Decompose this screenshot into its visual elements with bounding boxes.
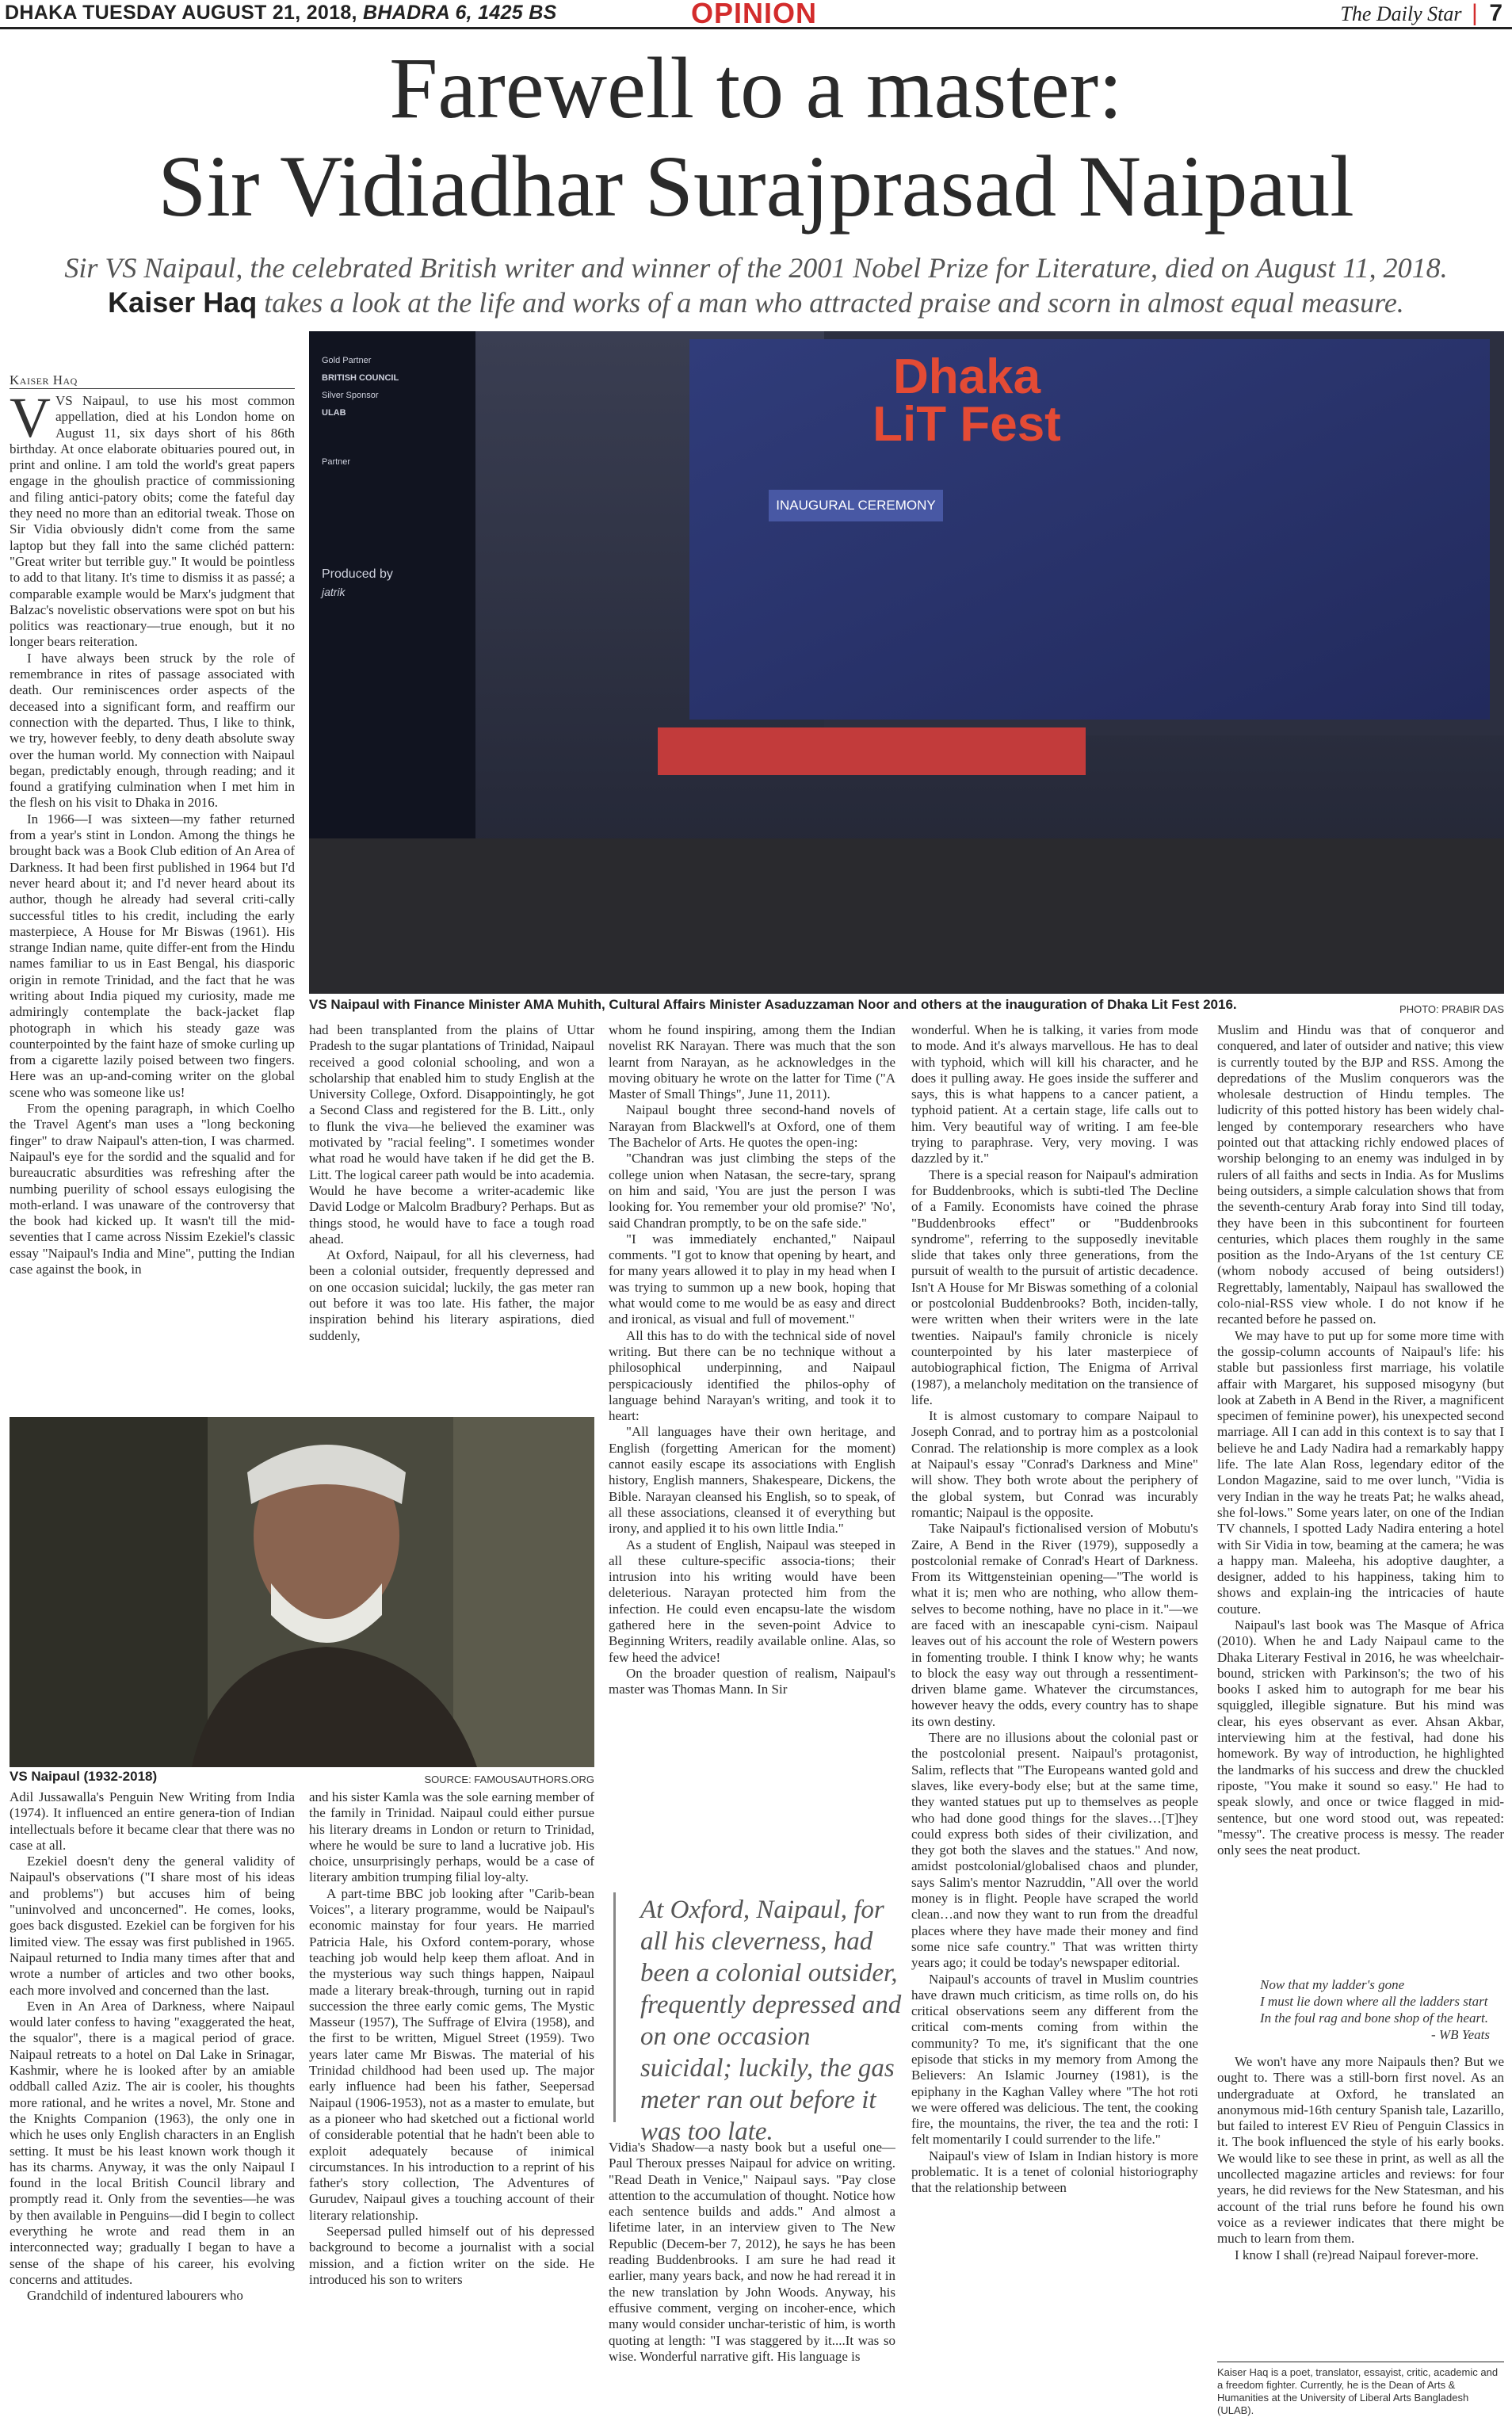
block-quote: "Chandran was just climbing the steps of the college union when Natasan, the secre-tary, sprang on him and said, 'You are just the person I was looking for. You remember your old promise?' 'No', said Chandran promptly, to be on the safe side.": [609, 1151, 895, 1231]
main-photo-credit: PHOTO: PRABIR DAS: [1399, 1003, 1504, 1015]
paragraph: Take Naipaul's fictionalised version of Mobutu's Zaire, A Bend in the River (1979), supposedly a postcolonial remake of Conrad's Heart of Darkness. From its Wittgensteinian opening—"The world is what it is; men who are nothing, who allow them-selves to become nothing, have no place in it."—we are faced with an inescapable cyni-cism. Naipaul leaves out of his account the role of Western powers in fomenting trouble. I think I know why; he wants to block the easy way out through a ressentiment-driven blame game. Whatever the circumstances, however heavy the odds, every country has to shape its own destiny.: [911, 1521, 1198, 1729]
paragraph: whom he found inspiring, among them the Indian novelist RK Narayan. There was much that the son learnt from Narayan, as he acknowledges in the moving obituary he wrote on the latter for Time ("A Master of Small Things", June 11, 2011).: [609, 1022, 895, 1102]
column-3-top: [609, 1022, 895, 1902]
paragraph: It is almost customary to compare Naipaul to Joseph Conrad, and to portray him as a postcolonial Conrad. The relationship is more complex as a look at Naipaul's essay "Conrad's Darkness and Mine" will show. They both wrote about the periphery of the global system, but Conrad was incurably romantic; Naipaul is the opposite.: [911, 1408, 1198, 1520]
headline-line-1: Farewell to a master:: [389, 40, 1123, 136]
sponsor-line: ULAB: [322, 408, 346, 418]
paragraph: A part-time BBC job looking after "Carib-bean Voices", a literary programme, would be Naipaul's economic mainstay for four years. He married Patricia Hale, his Oxford contem-porary, whose teaching job would help keep them afloat. And in the mysterious way such things happen, Naipaul made a literary break-through, turning out in rapid succession the three early comic gems, The Mystic Masseur (1957), The Suffrage of Elvira (1958), and the first to be written, Miguel Street (1959). Two years later came Mr Biswas. The material of his Trinidad childhood had been used up. The major early influence had been his father, Seepersad Naipaul (1906-1953), not as a master to emulate, but as a pioneer who had sketched out a fictional world of considerable potential that he hadn't been able to exploit adequately because of inimical circumstances. In his introduction to a reprint of his father's story collection, The Adventures of Gurudev, Naipaul gives a touching account of their literary relationship.: [309, 1885, 594, 2223]
portrait-caption: VS Naipaul (1932-2018): [10, 1769, 158, 1784]
byline-rule: [10, 388, 295, 389]
column-3-bottom: [609, 2140, 895, 2411]
paper-logo: The Daily Star: [1340, 2, 1462, 25]
column-2-top: [309, 1022, 594, 1395]
paper-name-block: [1340, 0, 1502, 27]
paragraph: Muslim and Hindu was that of conqueror and conquered, and later of outsider and native; this view is currently touted by the BJP and RSS. Among the depredations of the Muslim conquerors was the wholesale destruction of Hindu temples. The ludicrity of this potted history has been widely chal-lenged by contemporary researchers who have pointed out that attacking richly endowed places of worship belonging to an enemy was indulged in by rulers of all faiths and sects in India. As for Muslims being outsiders, a simple calculation shows that from the seventh-century Arab foray into Sind till today, they have been in this subcontinent for fourteen centuries, which places them roughly in the same position as the Indo-Aryans of the 1st century CE (whom nobody accused of being outsiders!) Regrettably, lamentably, Naipaul has swallowed the colo-nial-RSS view whole. I do not know if he recanted before he passed on.: [1217, 1022, 1504, 1327]
paragraph: Even in An Area of Darkness, where Naipaul would later confess to having "exaggerated the heat, the squalor", there is a magical period of grace. Naipaul retreats to a hotel on Dal Lake in Srinagar, Kashmir, where he is looked after by an amiable oddball called Aziz. The air is cooler, his thoughts more rational, and he writes a novel, Mr. Stone and the Knights Companion (1963), the only one in which he uses only English characters in an English setting. It must be his least known work though it has its charms. Anyway, it was the only Naipaul I found in the local British Council library and promptly read it. Only from the seventies—he was by then available in Penguins—did I begin to collect everything he wrote and read them in an interconnected way; gradually I began to have a sense of the shape of his career, his evolving concerns and attitudes.: [10, 1998, 295, 2287]
paragraph: wonderful. When he is talking, it varies from mode to mode. And it's always marvellous. He has to deal with typhoid, which will kill his character, and he does it pulling away. He goes inside the sufferer and says, this is what happens to a cancer patient, a typhoid patient. At a certain stage, life calls out to him. Very beautiful way of writing. I am fee-ble trying to paraphrase. Very, very moving. I was dazzled by it.": [911, 1022, 1198, 1166]
sponsor-line: Produced by: [322, 567, 393, 581]
block-quote: "All languages have their own heritage, and English (forgetting American for the moment) cannot easily escape its associations with English history, English manners, Shakespeare, Dickens, the Bible. Narayan cleansed his English, so to speak, of all these associations, cleansed it of everything but irony, and applied it to his own little India.": [609, 1424, 895, 1537]
column-4: [911, 1022, 1198, 2411]
standfirst-author: Kaiser Haq: [108, 286, 258, 319]
screen-subtitle: INAUGURAL CEREMONY: [769, 490, 943, 521]
dateline-date: DHAKA TUESDAY AUGUST 21, 2018,: [5, 2, 357, 24]
portrait-credit: SOURCE: FAMOUSAUTHORS.ORG: [424, 1774, 594, 1785]
paragraph: I know I shall (re)read Naipaul forever-more.: [1235, 2247, 1479, 2262]
divider: |: [1472, 0, 1478, 26]
column-2-bottom: [309, 1789, 594, 2411]
sponsor-line: Partner: [322, 457, 351, 467]
paragraph: On the broader question of realism, Naipaul's master was Thomas Mann. In Sir: [609, 1665, 895, 1697]
paragraph: There is a special reason for Naipaul's admiration for Buddenbrooks, which is subti-tled The Decline of a Family. Economists have coined the phrase "Buddenbrooks effect" or "Buddenbrooks syndrome", referring to the supposedly inevitable slide that takes only three generations, from the pursuit of wealth to the pursuit of artistic decadence. Isn't A House for Mr Biswas something of a colonial or postcolonial Buddenbrooks? Both, inciden-tally, were written when their writers were in the late twenties. Naipaul's family chronicle is nicely counterpointed by his later masterpiece of autobiographical fiction, The Enigma of Arrival (1987), a melancholy meditation on the transience of life.: [911, 1166, 1198, 1407]
paragraph: "I was immediately enchanted," Naipaul comments. "I got to know that opening by heart, and for many years allowed it to play in my head when I was trying to summon up a new book, hoping that what would come to me would be as easy and direct and ironical, as visual and full of movement.": [609, 1231, 895, 1327]
paragraph: We may have to put up for some more time with the gossip-column accounts of Naipaul's life: his stable but passionless first marriage, his volatile affair with Margaret, his supposed misogyny (but look at Zabeth in A Bend in the River, a magnificent specimen of feminine power), his unexpected second marriage. All I can add in this context is to say that I believe he and Lady Nadira had a remarkably happy life. The late Alan Ross, legendary editor of the London Magazine, said to me over lunch, "Vidia is very Indian in the way he treats Pat; he walks ahead, she fol-lows." Some years later, on one of the Indian TV channels, I spotted Lady Nadira entering a hotel with Sir Vidia in tow, beaming at the camera; he was a happy man. Maleeha, his adoptive daughter, a designer, added to his happiness, taking him to shows and explain-ing the intricacies of haute couture.: [1217, 1327, 1504, 1617]
sponsor-line: jatrik: [322, 586, 346, 598]
paragraph: Grandchild of indentured labourers who: [27, 2288, 243, 2304]
main-photo-caption: VS Naipaul with Finance Minister AMA Muhith, Cultural Affairs Minister Asaduzzaman Noor and others at the inauguration of Dhaka Lit Fest 2016.: [309, 997, 1237, 1012]
paragraph: From the opening paragraph, in which Coelho the Travel Agent's man uses a "long beckoning finger" to draw Naipaul's atten-tion, I was charmed. Naipaul's eye for the sordid and the squalid and for bureaucratic absurdities was refreshing after the numbing puerility of school essays eulogising the moth-erland. I was unaware of the controversy that the book had kicked up. It wasn't till the mid-seventies that I came across Nissim Ezekiel's classic essay "Naipaul's India and Mine", putting the Indian case against the book, in: [10, 1101, 295, 1277]
festival-logo: [848, 349, 1086, 452]
column-1-bottom: [10, 1789, 295, 2411]
pull-quote-rule: [613, 1892, 616, 2122]
column-5: [1217, 1022, 1504, 1973]
festival-logo-line-1: Dhaka: [892, 349, 1041, 404]
headline-line-2: Sir Vidiadhar Surajprasad Naipaul: [158, 138, 1354, 235]
verse-line: In the foul rag and bone shop of the heart.: [1260, 2010, 1489, 2026]
standfirst-line-1: Sir VS Naipaul, the celebrated British writer and winner of the 2001 Nobel Prize for Literature, died on August 11, 2018.: [64, 252, 1448, 284]
paragraph: In 1966—I was sixteen—my father returned from a year's stint in London. Among the things he brought back was a Book Club edition of An Area of Darkness. It had been first published in 1964 but I'd never heard about it; and I'd never heard about its author, though he already had several criti-cally successful titles to his credit, including the early masterpiece, A House for Mr Biswas (1961). His strange Indian name, quite differ-ent from the Hindu names familiar to us in East Bengal, his diasporic origin in remote Trinidad, and the fact that he was writing about India piqued my curiosity, made me admiringly contemplate the back-jacket flap photograph in which his steady gaze was counterpointed by the faint haze of smoke curling up from a cigarette lazily poised between two fingers. Here was an up-and-coming writer on the global scene who was someone like us!: [10, 811, 295, 1100]
sponsor-line: BRITISH COUNCIL: [322, 373, 399, 383]
pull-quote: At Oxford, Naipaul, for all his cleverness, had been a colonial outsider, frequently depressed and on one occasion suicidal; luckily, the gas meter ran out before it was too late.: [640, 1896, 902, 2146]
verse-line: I must lie down where all the ladders start: [1260, 1994, 1488, 2009]
paragraph: and his sister Kamla was the sole earning member of the family in Trinidad. Naipaul could either pursue his literary dreams in London or return to Trinidad, where he would be sure to land a lucrative job. His choice, unsurprisingly perhaps, would be a case of literary ambition trumping filial loy-alty.: [309, 1789, 594, 1885]
paragraph: At Oxford, Naipaul, for all his cleverness, had been a colonial outsider, frequently depressed and on one occasion suicidal; luckily, the gas meter ran out before it was too late. His father, the major inspiration behind his literary aspirations, died suddenly,: [309, 1247, 594, 1343]
verse-line: Now that my ladder's gone: [1260, 1977, 1405, 1992]
page-number: 7: [1489, 0, 1502, 26]
sponsor-line: Gold Partner: [322, 356, 372, 365]
byline: Kaiser Haq: [10, 372, 78, 388]
dateline: [5, 2, 557, 25]
column-5-end: [1217, 2054, 1504, 2360]
paragraph: Naipaul's view of Islam in Indian history is more problematic. It is a tenet of colonial historiography that the relationship between: [911, 2148, 1198, 2196]
portrait-illustration: [10, 1417, 594, 1767]
paragraph: Naipaul's last book was The Masque of Africa (2010). When he and Lady Naipaul came to the Dhaka Literary Festival in 2016, he was wheelchair-bound, stricken with Parkinson's; the two of his books I asked him to autograph for me bear his squiggled, illegible signature. But his mind was clear, his eyes observant as ever. Ahsan Akbar, interviewing him at the festival, had done his homework. By way of introduction, he highlighted the landmarks of his success and drew the chuckled riposte, "You make it sound so easy." He had to speak slowly, and once or twice flagged in mid-sentence, but one word stood out, was repeated: "messy". The creative process is messy. The reader only sees the neat product.: [1217, 1617, 1504, 1858]
sponsor-panel: [322, 352, 399, 601]
author-bio: Kaiser Haq is a poet, translator, essayist, critic, academic and a freedom fighter. Currently, he is the Dean of Arts & Humanities at the University of Liberal Arts Bangladesh (ULAB).: [1217, 2366, 1499, 2416]
paragraph: VVS Naipaul, to use his most common appellation, died at his London home on August 11, six days short of his 86th birthday. At once elaborate obituaries poured out, in print and online. I am told the world's great papers engage in the ghoulish practice of commissioning and filing antici-patory obits; come the fateful day they need no more than an editorial tweak. Those on Sir Vidia obviously didn't come from the same laptop but they fall into the same clichéd pattern: "Great writer but terrible guy." It would be pointless to add to that litany. It's time to dismiss it as passé; a comparable example would be Marx's judgment that Balzac's novelistic observations were spot on but his politics was reactionary—true enough, but it no longer bears reiteration.: [10, 393, 295, 650]
paragraph: Seepersad pulled himself out of his depressed background to become a journalist with a social mission, and a fiction writer on the side. He introduced his son to writers: [309, 2224, 594, 2287]
paragraph: There are no illusions about the colonial past or the postcolonial present. Naipaul's protagonist, Salim, reflects that "The Europeans wanted gold and slaves, like every-body else; but at the same time, they wanted statues put up to themselves as people who had done good things for the slaves…[T]hey could express both sides of their civilization, and they got both the slaves and the statues." And now, amidst postcolonial/globalised chaos and plunder, says Salim's mentor Nazruddin, "All over the world money is in flight. People have scraped the world clean…and now they want to run from the dreadful places where they have made their money and find some nice safe country." That was written thirty years ago; it could be today's newspaper editorial.: [911, 1730, 1198, 1971]
verse-quote: [1260, 1976, 1498, 2043]
dateline-bengali-date: BHADRA 6, 1425 BS: [363, 2, 557, 24]
paragraph: Ezekiel doesn't deny the general validity of Naipaul's observations ("I share most of his ideas and problems") but accuses him of being "uninvolved and unconcerned". He comes, looks, goes back disgusted. Ezekiel can be forgiven for his limited view. The essay was first published in 1965. Naipaul returned to India many times after that and wrote a number of articles and two other books, each more involved and concerned than the last.: [10, 1854, 295, 1998]
paragraph: As a student of English, Naipaul was steeped in all these culture-specific associa-tions; their intrusion into his writing would have been deleterious. Narayan protected him from the infection. He could even encapsu-late the wisdom gathered here in the seven-point Advice to Beginning Writers, readily available online. Alas, so few heed the advice!: [609, 1537, 895, 1665]
portrait-photo: [10, 1417, 594, 1767]
column-1-top: [10, 393, 295, 1392]
paragraph: All this has to do with the technical side of novel writing. But there can be no technique without a philosophical underpinning, and Naipaul perspicaciously identified the philos-ophy of language behind Narayan's writing, and took it to heart:: [609, 1327, 895, 1424]
paragraph: Naipaul bought three second-hand novels of Narayan from Blackwell's at Oxford, one of them The Bachelor of Arts. He quotes the open-ing:: [609, 1102, 895, 1151]
sponsor-line: Silver Sponsor: [322, 391, 379, 400]
standfirst-text: takes a look at the life and works of a man who attracted praise and scorn in almost equal measure.: [264, 287, 1404, 319]
paragraph: Vidia's Shadow—a nasty book but a useful one—Paul Theroux presses Naipaul for advice on writing. "Read Death in Venice," Naipaul says. "Pay close attention to the accumulation of thought. Notice how each sentence builds and adds." And almost a lifetime later, in an interview given to The New Republic (Decem-ber 7, 2012), he says he has been reading Buddenbrooks. I am sure he had read it earlier, many years back, and now he had reread it in the new translation by John Woods. Anyway, his effusive comment, verging on incoher-ence, which many would consider unchar-teristic of him, is worth quoting at length: "I was staggered by it....It was so wise. Wonderful narrative gift. His language is: [609, 2140, 895, 2364]
paragraph: Naipaul's accounts of travel in Muslim countries have drawn much criticism, as time rolls on, do his critical observations seem any different from the critical com-ments coming from within the community? To me, it's significant that the one episode that sticks in my memory from Among the Believers: An Islamic Journey (1981), is the epiphany in the Kaghan Valley where "The hot roti we were offered was delicious. The tent, the cooking fire, the mountains, the river, the tea and the roti: I felt momentarily I could surrender to the life.": [911, 1971, 1198, 2148]
paragraph: We won't have any more Naipauls then? But we ought to. There was a still-born first novel. As an undergraduate at Oxford, he translated an anonymous mid-16th century Spanish tale, Lazarillo, but failed to interest EV Rieu of Penguin Classics in it. The book influenced the style of his early books. We would like to see these in print, as well as all the uncollected magazine articles and reviews: for four years, he did reviews for the New Statesman, and his account of the trial runs before he found his own voice as a reviewer indicates that there might be much to learn from them.: [1217, 2054, 1504, 2247]
drop-cap: V: [10, 393, 51, 449]
verse-attribution: - WB Yeats: [1431, 2027, 1490, 2042]
main-photo: [309, 331, 1504, 994]
paragraph: Adil Jussawalla's Penguin New Writing from India (1974). It influenced an entire genera-tion of Indian intellectuals before it became clear that there was no case at all.: [10, 1789, 295, 1853]
paragraph: had been transplanted from the plains of Uttar Pradesh to the sugar plantations of Trinidad, Naipaul received a good colonial schooling, and won a scholarship that enabled him to study English at the University College, Oxford. Disappointingly, he got a Second Class and registered for the B. Litt., only to flunk the viva—he believed the examiner was motivated by "racial feeling". I sometimes wonder what road he would have taken if he did get the B. Litt. The logical career path would be into academia. Would he have become a writer-academic like David Lodge or Malcolm Bradbury? Perhaps. But as things stood, he would have to face a tough road ahead.: [309, 1022, 594, 1247]
standfirst-line-2: [0, 285, 1512, 320]
festival-logo-line-2: LiT Fest: [872, 397, 1061, 452]
paragraph: I have always been struck by the role of remembrance in rites of passage associated with death. Our reminiscences order aspects of the deceased into a significant form, and reaffirm our connection with the departed. Thus, I like to think, we try, however feebly, to deny death absolute sway over the human world. My connection with Naipaul began, predictably enough, through reading; and it found a gratifying culmination when I met him in the flesh on his visit to Dhaka in 2016.: [10, 650, 295, 811]
section-label: OPINION: [691, 0, 818, 29]
